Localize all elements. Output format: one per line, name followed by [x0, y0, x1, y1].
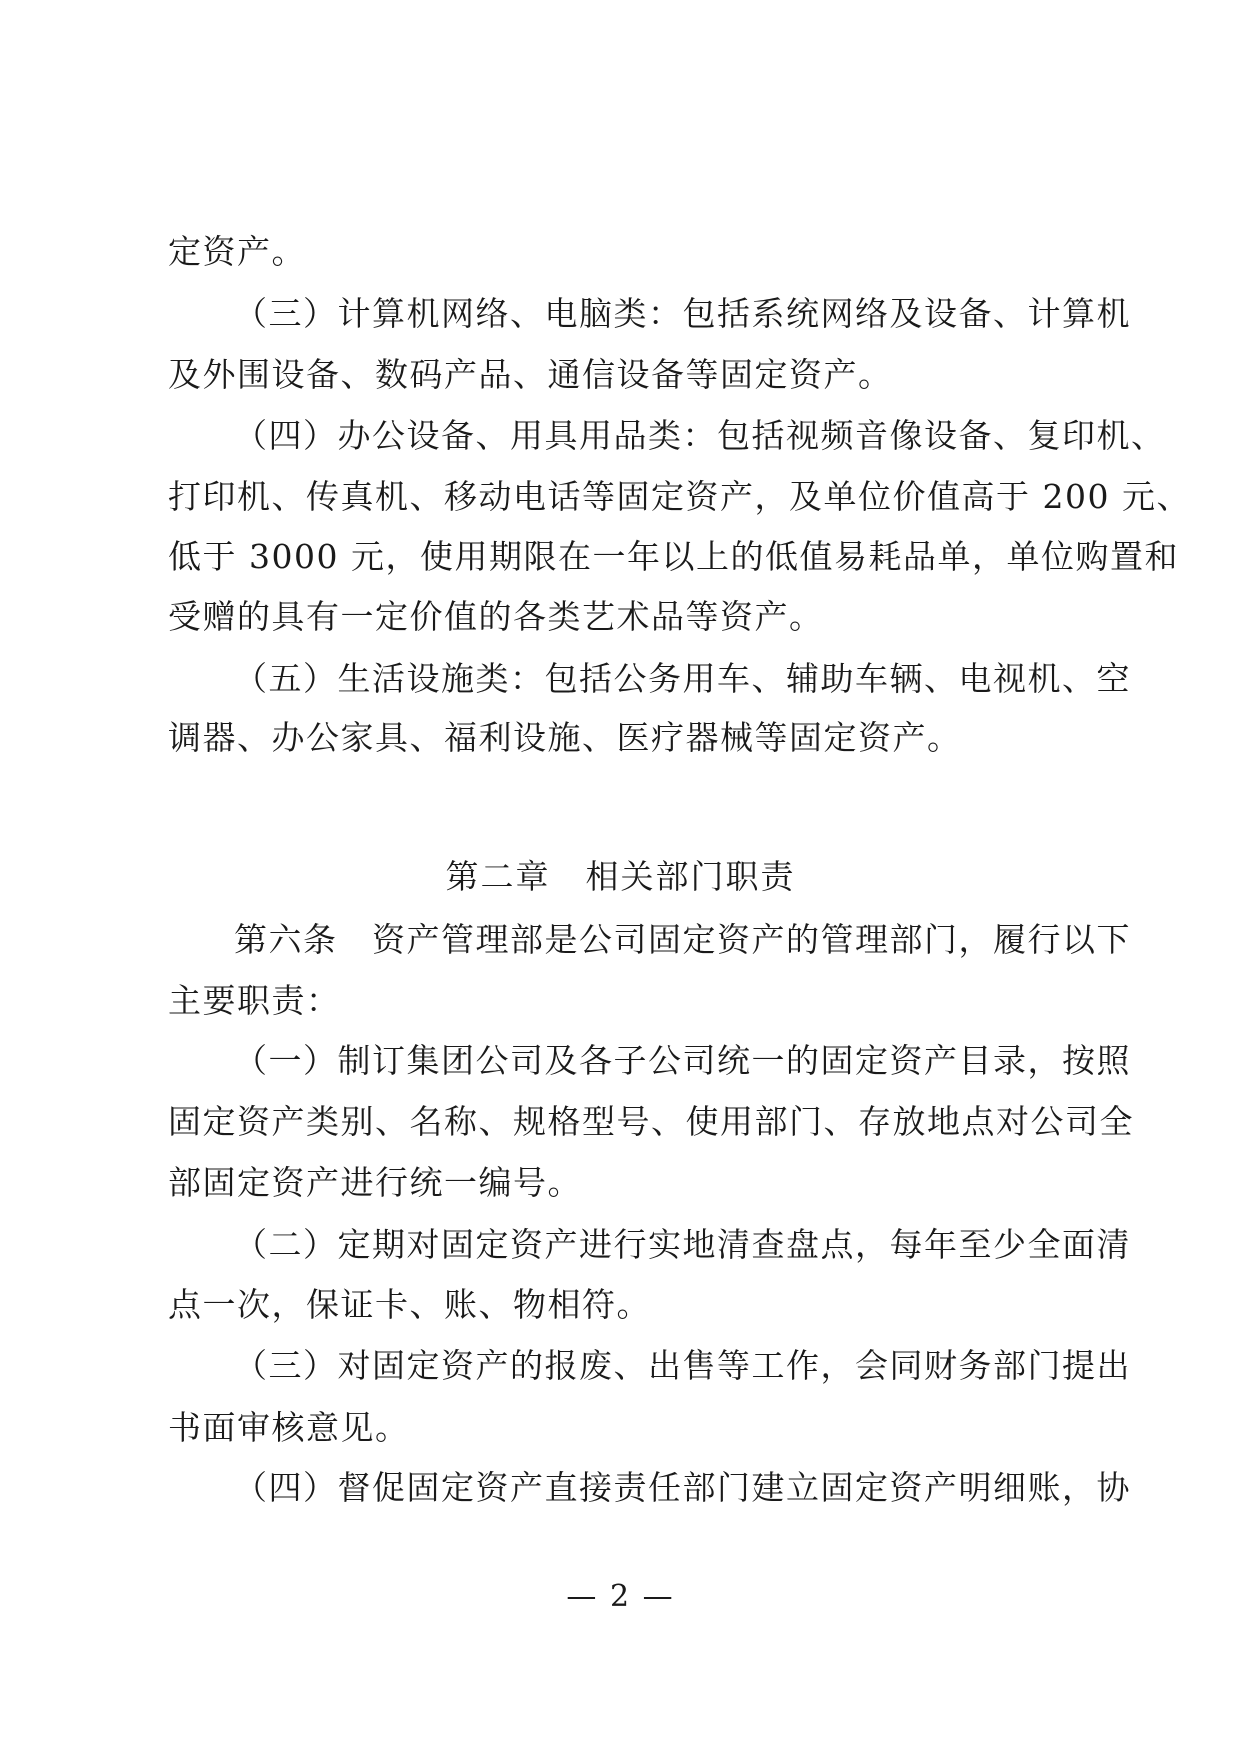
text-line: 打印机、传真机、移动电话等固定资产，及单位价值高于 200 元、	[168, 477, 1191, 516]
text-line: （二）定期对固定资产进行实地清查盘点，每年至少全面清	[234, 1225, 1131, 1264]
text-line: （一）制订集团公司及各子公司统一的固定资产目录，按照	[234, 1041, 1131, 1080]
text-line: （三）计算机网络、电脑类：包括系统网络及设备、计算机	[234, 294, 1131, 333]
text-line: 第六条 资产管理部是公司固定资产的管理部门，履行以下	[234, 920, 1131, 959]
text-line: （四）督促固定资产直接责任部门建立固定资产明细账，协	[234, 1468, 1131, 1507]
text-line: 及外围设备、数码产品、通信设备等固定资产。	[168, 355, 893, 394]
text-line: 主要职责：	[168, 981, 341, 1020]
page-number: — 2 —	[566, 1579, 675, 1614]
text-line: 定资产。	[168, 232, 306, 271]
text-line: 调器、办公家具、福利设施、医疗器械等固定资产。	[168, 718, 962, 757]
text-line: （四）办公设备、用具用品类：包括视频音像设备、复印机、	[234, 416, 1166, 455]
text-line: （五）生活设施类：包括公务用车、辅助车辆、电视机、空	[234, 659, 1131, 698]
text-line: 书面审核意见。	[168, 1408, 410, 1447]
chapter-heading: 第二章 相关部门职责	[445, 857, 796, 896]
text-line: 受赠的具有一定价值的各类艺术品等资产。	[168, 597, 824, 636]
text-line: 部固定资产进行统一编号。	[168, 1163, 582, 1202]
text-line: 点一次，保证卡、账、物相符。	[168, 1285, 651, 1324]
text-line: （三）对固定资产的报废、出售等工作，会同财务部门提出	[234, 1346, 1131, 1385]
text-line: 低于 3000 元，使用期限在一年以上的低值易耗品单，单位购置和	[168, 537, 1179, 576]
text-line: 固定资产类别、名称、规格型号、使用部门、存放地点对公司全	[168, 1102, 1134, 1141]
